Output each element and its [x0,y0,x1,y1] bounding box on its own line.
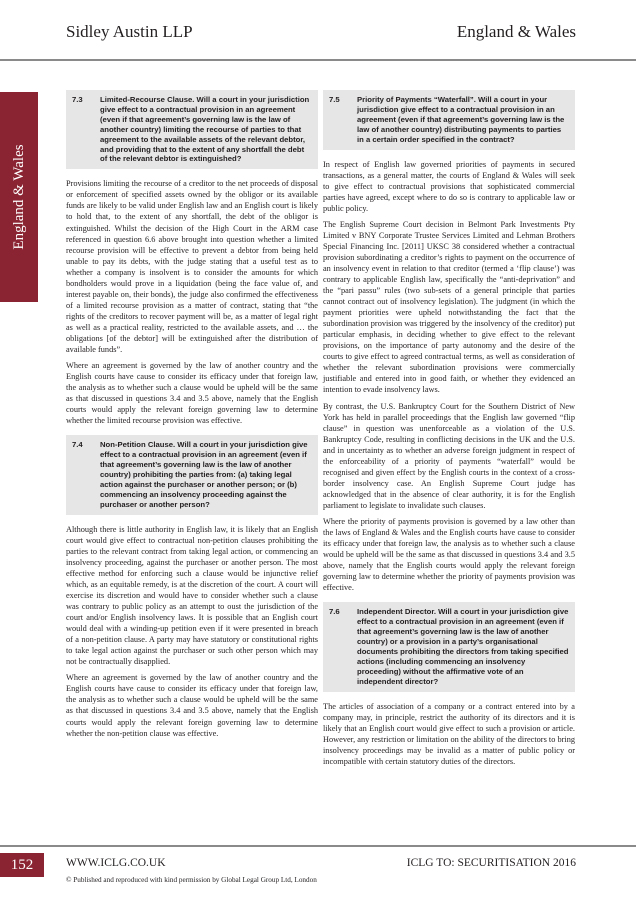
answer-paragraph: The English Supreme Court decision in Belmont Park Investments Pty Limited v BNY Corporate Trustee Services Limited and Lehman Brothers Special Financing Inc. [2011] UKSC 38 considered whether a contractual provision subordinating a creditor’s rights to payment on the occurrence of an insolvency event in relation to that creditor (termed a ‘flip clause’) was contrary to applicable English law, specifically the “anti-deprivation” and the “pari passu” rules (two sub-sets of a general principle that parties cannot contract out of insolvency legislation). The judgment (in which the payment priorities were upheld notwithstanding the fact that the subordination provision was triggered by the insolvency of the creditor) put particular emphasis, in deciding whether to give effect to the relevant provisions, on the importance of party autonomy and the desire of the courts to give effect to agreed contractual terms, as well as consideration of whether the relevant subordination provisions were commercially justifiable and entered into in good faith, or whether they evidenced an intention to evade insolvency laws. [323,219,575,395]
page-number: 152 [10,857,34,873]
footer-credit: © Published and reproduced with kind permission by Global Legal Group Ltd, London [66,876,317,884]
question-box-7-4 [66,435,318,514]
question-box-7-5 [323,90,575,150]
left-column [66,90,318,739]
answer-paragraph: Although there is little authority in English law, it is likely that an English court would give effect to contractual non-petition clauses prohibiting the parties to the relevant contract from taking legal action, or commencing an insolvency proceeding, against the purchaser or another person. The most effective method for enforcing such a clause would be injunctive relief which, as an equitable remedy, is at the discretion of the court. A court will exercise its discretion and would have to consider whether such a clause was contrary to public policy as an attempt to oust the jurisdiction of the court and/or English insolvency laws. It is possible that an English court would deal with a winding-up petition even if it were presented in breach of a non-petition clause. A party may have statutory or constitutional rights to take legal action against the purchaser or such other person which may not be contractually disapplied. [66,524,318,667]
jurisdiction-side-tab [0,92,38,302]
answer-paragraph: Provisions limiting the recourse of a creditor to the net proceeds of disposal or enforcement of specified assets owned by the obligor or its available funds are likely to be valid under English law and an English court is likely to hold that, to the extent of any shortfall, the debt of the obligor is extinguished. Whilst the decision of the High Court in the ARM case referenced in question 6.6 above brought into question whether a limited recourse provision will be effective to prevent a debtor from being held unable to pay its debts, with the judge stating that a useful test as to whether a company is insolvent is to consider the amounts for which bondholders would prove in a liquidation (being the face value of, and interest payable on, their bonds), the judge also confirmed the effectiveness of a limited recourse provision as a matter of contract, stating that “the rights of the creditors to recover payment will be, as a matter of legal right as well as a practical reality, restricted to the available assets, and … the obligations [of the debtor] will be extinguished after the distribution of available funds”. [66,179,318,355]
answer-paragraph: Where an agreement is governed by the law of another country and the English courts have cause to consider its efficacy under that foreign law, the analysis as to whether such a clause would be upheld will be the same as that discussed in questions 3.4 and 3.5 above, namely that the English courts would apply the relevant foreign governing law to determine whether the non-petition clause was effective. [66,673,318,738]
side-tab-label: England & Wales [11,144,27,250]
footer-divider [0,845,636,847]
question-number: 7.3 [72,95,83,104]
answer-paragraph: By contrast, the U.S. Bankruptcy Court for the Southern District of New York has held in parallel proceedings that the English law governed “flip clause” in question was unenforceable as a violation of the U.S. Bankruptcy Code, resulting in conflicting decisions in the UK and the U.S. and in uncertainty as to whether an adverse foreign judgment in respect of the enforceability of a priority of payments “waterfall” would be recognised and given effect by the English courts in the context of a cross-border insolvency case. An English Supreme Court judge has acknowledged that in the absence of clear authority, it is for the English parliament to legislate to invalidate such clauses. [323,401,575,510]
answer-paragraph: Where an agreement is governed by the law of another country and the English courts have cause to consider its efficacy under that foreign law, the analysis as to whether such a clause would be upheld will be the same as that discussed in questions 3.4 and 3.5 above, namely that the English courts would apply the relevant foreign governing law to determine whether the limited recourse provision was effective. [66,361,318,426]
question-text: Limited-Recourse Clause. Will a court in your jurisdiction give effect to a contractual provision in an agreement (even if that agreement’s governing law is the law of another country) limiting the recourse of parties to that agreement to the available assets of the relevant debtor, and providing that to the extent of any shortfall the debt of the relevant debtor is extinguished? [100,95,310,164]
answer-paragraph: Where the priority of payments provision is governed by a law other than the laws of England & Wales and the English courts have cause to consider its efficacy under that foreign law, the analysis as to whether such a clause would be upheld will be the same as that discussed in questions 3.4 and 3.5 above, namely that the English courts would apply the relevant foreign governing law to determine whether the priority of payments provision was effective. [323,516,575,593]
right-column [323,90,575,767]
jurisdiction-title: England & Wales [456,22,576,41]
header-divider [0,59,636,61]
question-box-7-3 [66,90,318,169]
firm-name: Sidley Austin LLP [66,22,193,41]
footer-website-link[interactable]: WWW.ICLG.CO.UK [66,857,166,869]
footer-publication-title: ICLG TO: SECURITISATION 2016 [406,857,576,869]
question-number: 7.4 [72,440,83,450]
question-box-7-6 [323,602,575,691]
question-text: Priority of Payments “Waterfall”. Will a court in your jurisdiction give effect to a contractual provision in an agreement (even if that agreement’s governing law is the law of another country) distributing payments to parties in a certain order specified in the contract? [357,95,565,144]
answer-paragraph: In respect of English law governed priorities of payments in secured transactions, as a general matter, the courts of England & Wales will seek to give effect to contractual provisions that sophisticated commercial parties have agreed, except where to do so is contrary to applicable law or public policy. [323,159,575,213]
question-number: 7.5 [329,95,340,104]
question-text: Non-Petition Clause. Will a court in your jurisdiction give effect to a contractual provision in an agreement (even if that agreement’s governing law is the law of another country) prohibiting the parties from: (a) taking legal action against the purchaser or another person; or (b) commencing an insolvency proceeding against the purchaser or another person? [100,440,308,509]
question-text: Independent Director. Will a court in your jurisdiction give effect to a contractual provision in an agreement (even if that agreement’s governing law is the law of another country) or a provision in a party’s organisational documents prohibiting the directors from taking specified actions (including commencing an insolvency proceeding) without the affirmative vote of an independent director? [357,607,569,686]
page-number-box [0,853,44,877]
answer-paragraph: The articles of association of a company or a contract entered into by a company may, in principle, restrict the authority of its directors and it is likely that an English court would give effect to such a provision or article. However, any restriction or limitation on the ability of the directors to bring insolvency proceedings may be invalid as a matter of public policy or incompatible with certain statutory duties of the directors. [323,701,575,766]
question-number: 7.6 [329,607,340,617]
